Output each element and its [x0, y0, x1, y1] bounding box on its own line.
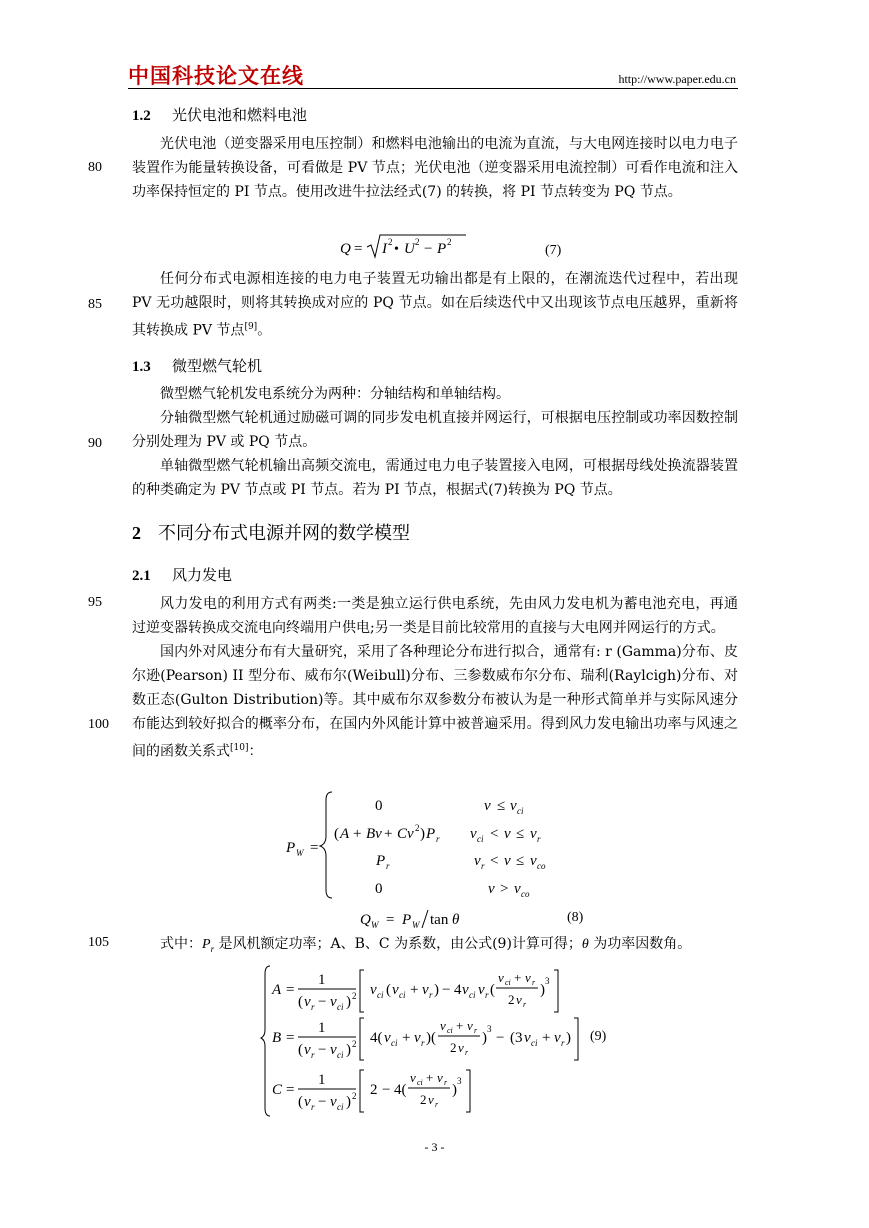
section-title: 风力发电 [172, 566, 233, 584]
svg-text:v: v [514, 881, 521, 897]
svg-text:v: v [304, 1042, 311, 1058]
svg-text:v: v [478, 982, 485, 998]
svg-text:r: r [444, 1078, 448, 1087]
svg-text:r: r [311, 1102, 315, 1112]
svg-text:r: r [474, 1026, 478, 1035]
svg-text:): ) [566, 1030, 571, 1046]
svg-text:): ) [346, 1042, 351, 1058]
svg-text:v: v [504, 826, 511, 842]
svg-text:≤: ≤ [516, 826, 525, 842]
section-title: 不同分布式电源并网的数学模型 [158, 523, 410, 544]
svg-text:v: v [392, 982, 399, 998]
svg-text:v: v [530, 853, 537, 869]
section-title: 微型燃气轮机 [172, 357, 263, 375]
svg-text:): ) [420, 826, 425, 842]
equation-number: (8) [567, 910, 584, 925]
svg-text:B: B [272, 1030, 282, 1046]
paragraph-text: 国内外对风速分布有大量研究，采用了各种理论分布进行拟合，通常有: r (Gamma)分布、皮尔逊(Pearson) II 型分布、威布尔(Weibull)分布、三参数威布尔分布、瑞利(Raylcigh)分布、对数正态(Gulton Distribution)等。其中威布尔双参数分布被认为是一种形式简单并与实际风速分布能达到较好拟合的概率分布，在国内外风能计算中被普遍采用。得到风力发电输出功率与风速之间的函数关系式 [132, 644, 738, 760]
svg-text:4(: 4( [394, 1082, 407, 1098]
svg-text:v: v [330, 1094, 337, 1110]
svg-text:ci: ci [399, 990, 406, 1000]
svg-text:): ) [434, 982, 439, 998]
svg-text:v: v [498, 970, 504, 985]
svg-text:v: v [428, 1092, 434, 1107]
svg-text:(: ( [298, 1094, 303, 1110]
svg-text:A: A [340, 826, 350, 842]
svg-text:)(: )( [426, 1030, 436, 1046]
paragraph-text: 是风机额定功率；A、B、C 为系数，由公式(9)计算可得； [218, 936, 582, 952]
svg-text:v: v [440, 1018, 446, 1033]
svg-text:r: r [386, 861, 390, 871]
svg-text:+: + [542, 1030, 551, 1046]
svg-text:1: 1 [318, 972, 326, 988]
svg-text:v: v [437, 1070, 443, 1085]
svg-text:≤: ≤ [497, 798, 506, 814]
svg-text:4(: 4( [370, 1030, 383, 1046]
svg-text:2: 2 [450, 1040, 457, 1055]
svg-text:U: U [404, 241, 415, 257]
svg-text:co: co [537, 861, 546, 871]
header-rule [128, 88, 738, 89]
svg-text:v: v [462, 982, 469, 998]
svg-text:r: r [523, 1000, 527, 1009]
svg-text:+: + [456, 1018, 464, 1033]
journal-logo: 中国科技论文在线 [128, 64, 304, 88]
section-heading [132, 355, 262, 376]
paragraph-text: 微型燃气轮机发电系统分为两种：分轴结构和单轴结构。 [160, 386, 510, 402]
paragraph-text: 光伏电池（逆变器采用电压控制）和燃料电池输出的电流为直流，与大电网连接时以电力电子装置作为能量转换设备，可看做是 PV 节点；光伏电池（逆变器采用电流控制）可看作电流和注入功率保持恒定的 PI 节点。使用改进牛拉法经式(7) 的转换，将 PI 节点转变为 PQ 节点。 [132, 136, 738, 200]
svg-text:2: 2 [420, 1092, 427, 1107]
section-heading [132, 519, 410, 545]
svg-text:ci: ci [505, 978, 511, 987]
svg-text:2: 2 [388, 237, 393, 247]
svg-text:): ) [540, 982, 545, 998]
svg-text:ci: ci [417, 1078, 423, 1087]
svg-text:v: v [304, 994, 311, 1010]
svg-text:v: v [530, 826, 537, 842]
svg-text:): ) [346, 994, 351, 1010]
svg-text:3: 3 [487, 1024, 492, 1034]
line-number: 85 [88, 297, 102, 312]
svg-text:v: v [470, 826, 477, 842]
svg-text:r: r [485, 990, 489, 1000]
svg-text:(: ( [298, 1042, 303, 1058]
svg-text:v: v [474, 853, 481, 869]
paragraph [160, 932, 691, 961]
svg-text:(: ( [334, 826, 339, 842]
line-number: 95 [88, 595, 102, 610]
svg-text:v: v [484, 798, 491, 814]
svg-text:v: v [458, 1040, 464, 1055]
svg-text:(: ( [490, 982, 495, 998]
svg-text:v: v [524, 1030, 531, 1046]
svg-text:ci: ci [447, 1026, 453, 1035]
svg-text:v: v [467, 1018, 473, 1033]
svg-text:2: 2 [352, 1091, 357, 1101]
section-heading [132, 564, 232, 585]
svg-text:=: = [386, 912, 395, 928]
svg-text:•: • [394, 242, 399, 257]
svg-text:Cv: Cv [397, 826, 414, 842]
svg-text:0: 0 [375, 881, 383, 897]
svg-text:≤: ≤ [516, 853, 525, 869]
svg-text:+: + [384, 826, 393, 842]
line-number: 80 [88, 160, 102, 175]
equation-number: (9) [590, 1029, 607, 1044]
paragraph-text: 风力发电的利用方式有两类:一类是独立运行供电系统，先由风力发电机为蓄电池充电，再通过逆变器转换成交流电向终端用户供电;另一类是目前比较常用的直接与大电网并网运行的方式。 [132, 596, 738, 636]
section-number: 2 [132, 523, 141, 543]
svg-text:W: W [412, 920, 420, 930]
svg-text:W: W [371, 920, 379, 930]
svg-text:−: − [442, 982, 451, 998]
citation[interactable]: [10] [230, 743, 249, 753]
svg-text:v: v [510, 798, 517, 814]
svg-text:−: − [318, 1042, 327, 1058]
svg-text:ci: ci [469, 990, 476, 1000]
svg-text:co: co [521, 889, 530, 899]
svg-text:v: v [422, 982, 429, 998]
svg-text:ci: ci [477, 834, 484, 844]
section-heading [132, 104, 307, 125]
svg-text:v: v [330, 994, 337, 1010]
svg-text:3: 3 [457, 1076, 462, 1086]
svg-text:): ) [452, 1082, 457, 1098]
svg-text:2: 2 [352, 991, 357, 1001]
svg-text:+: + [402, 1030, 411, 1046]
svg-text:−: − [382, 1082, 391, 1098]
svg-text:+: + [514, 970, 522, 985]
line-number: 100 [88, 717, 109, 732]
svg-text:v: v [554, 1030, 561, 1046]
svg-text:r: r [311, 1002, 315, 1012]
svg-text:2: 2 [415, 823, 420, 833]
section-title: 光伏电池和燃料电池 [172, 106, 308, 124]
svg-text:v: v [525, 970, 531, 985]
paragraph-text: 式中： [160, 936, 202, 952]
svg-text:ci: ci [391, 1038, 398, 1048]
svg-text:2: 2 [352, 1039, 357, 1049]
svg-text:=: = [286, 982, 295, 998]
svg-text:+: + [426, 1070, 434, 1085]
svg-text:v: v [304, 1094, 311, 1110]
svg-text:r: r [436, 834, 440, 844]
svg-text:r: r [311, 1050, 315, 1060]
svg-text:r: r [429, 990, 433, 1000]
svg-text:Q: Q [360, 912, 371, 928]
line-number: 90 [88, 436, 102, 451]
svg-text:P: P [437, 241, 447, 257]
paragraph [132, 267, 738, 343]
svg-text:(3: (3 [510, 1030, 523, 1046]
equation-7-formula [340, 233, 480, 261]
svg-text:r: r [537, 834, 541, 844]
svg-text:=: = [354, 241, 363, 257]
section-number: 1.3 [132, 359, 151, 375]
paragraph [132, 382, 738, 502]
svg-text:tan: tan [430, 912, 449, 928]
svg-text:(: ( [386, 982, 391, 998]
svg-text:r: r [465, 1048, 469, 1057]
svg-text:>: > [500, 881, 509, 897]
svg-text:r: r [481, 861, 485, 871]
paragraph [132, 132, 738, 204]
paragraph-text: 任何分布式电源相连接的电力电子装置无功输出都是有上限的，在潮流迭代过程中，若出现 PV 无功越限时，则将其转换成对应的 PQ 节点。如在后续迭代中又出现该节点电压越界，重新将其转换成 PV 节点 [132, 271, 738, 339]
svg-text:v: v [488, 881, 495, 897]
line-number: 105 [88, 935, 109, 950]
svg-text:=: = [286, 1030, 295, 1046]
svg-text:=: = [286, 1082, 295, 1098]
svg-text:v: v [330, 1042, 337, 1058]
paragraph-text: 为功率因数角。 [593, 936, 692, 952]
svg-text:v: v [504, 853, 511, 869]
svg-text:2: 2 [508, 992, 515, 1007]
svg-text:r: r [421, 1038, 425, 1048]
svg-text:ci: ci [531, 1038, 538, 1048]
svg-text:A: A [272, 982, 282, 998]
svg-text:(: ( [298, 994, 303, 1010]
equation-number: (7) [545, 243, 562, 258]
svg-text:v: v [410, 1070, 416, 1085]
svg-text:P: P [402, 912, 412, 928]
svg-text:1: 1 [318, 1072, 326, 1088]
svg-text:C: C [272, 1082, 283, 1098]
svg-text:v: v [414, 1030, 421, 1046]
svg-text:r: r [532, 978, 536, 987]
svg-text:Bv: Bv [366, 826, 382, 842]
citation[interactable]: [9] [244, 322, 258, 332]
symbol-theta: θ [581, 937, 589, 952]
svg-text:1: 1 [318, 1020, 326, 1036]
svg-text:+: + [353, 826, 362, 842]
svg-text:0: 0 [375, 798, 383, 814]
svg-text:−: − [424, 241, 433, 257]
svg-text:P: P [376, 853, 386, 869]
svg-text:−: − [496, 1030, 505, 1046]
paragraph-text: 单轴微型燃气轮机输出高频交流电，需通过电力电子装置接入电网，可根据母线处换流器装置的种类确定为 PV 节点或 PI 节点。若为 PI 节点，根据式(7)转换为 PQ 节点。 [132, 458, 738, 498]
svg-text:2: 2 [370, 1082, 378, 1098]
equation-7 [340, 233, 480, 261]
svg-text:ci: ci [337, 1102, 344, 1112]
equation-9 [260, 962, 620, 1120]
paragraph-text: 分轴微型燃气轮机通过励磁可调的同步发电机直接并网运行，可根据电压控制或功率因数控制分别处理为 PV 或 PQ 节点。 [132, 410, 738, 450]
svg-text:ci: ci [377, 990, 384, 1000]
svg-text:−: − [318, 994, 327, 1010]
svg-text:2: 2 [415, 237, 420, 247]
punctuation: 。 [257, 322, 272, 339]
svg-text:I: I [382, 241, 387, 257]
svg-text:−: − [318, 1094, 327, 1110]
page-number: - 3 - [424, 1140, 445, 1154]
svg-text:P: P [426, 826, 436, 842]
svg-text:P: P [286, 840, 296, 856]
svg-text:ci: ci [337, 1050, 344, 1060]
svg-text:r: r [435, 1100, 439, 1109]
svg-text:2: 2 [447, 237, 452, 247]
svg-text:v: v [516, 992, 522, 1007]
section-number: 2.1 [132, 568, 151, 584]
svg-text:θ: θ [452, 912, 460, 928]
paragraph [132, 592, 738, 764]
svg-text:): ) [346, 1094, 351, 1110]
header-url[interactable]: http://www.paper.edu.cn [618, 72, 736, 86]
symbol-pr: $P_r$ [202, 937, 215, 954]
svg-text:W: W [296, 848, 304, 858]
svg-text:=: = [310, 840, 319, 856]
svg-text:4: 4 [454, 982, 462, 998]
svg-text:v: v [370, 982, 377, 998]
svg-text:): ) [482, 1030, 487, 1046]
svg-text:Q: Q [340, 241, 351, 257]
punctuation: ： [248, 743, 263, 760]
svg-text:+: + [410, 982, 419, 998]
svg-text:ci: ci [517, 806, 524, 816]
svg-text:r: r [561, 1038, 565, 1048]
equation-8 [280, 786, 580, 932]
svg-text:ci: ci [337, 1002, 344, 1012]
svg-text:<: < [490, 826, 499, 842]
svg-text:v: v [384, 1030, 391, 1046]
section-number: 1.2 [132, 108, 151, 124]
svg-text:3: 3 [545, 976, 550, 986]
svg-text:<: < [490, 853, 499, 869]
